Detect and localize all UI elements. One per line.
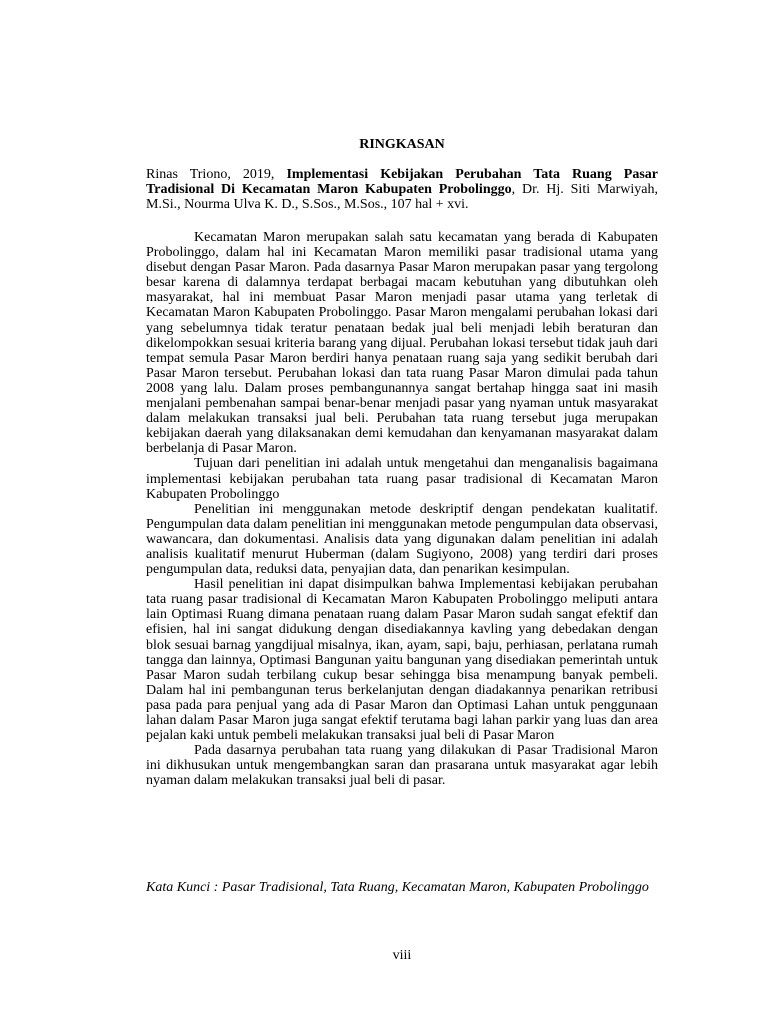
citation-author-year: Rinas Triono, 2019, [146,167,287,182]
keywords: Kata Kunci : Pasar Tradisional, Tata Ruang, Kecamatan Maron, Kabupaten Probolinggo [146,880,649,895]
abstract-body [146,230,658,788]
paragraph-conclusion: Pada dasarnya perubahan tata ruang yang dilakukan di Pasar Tradisional Maron ini dikhusukan untuk mengembangkan saran dan prasarana untuk masyarakat agar lebih nyaman dalam melakukan transaksi jual beli di pasar. [146,743,658,789]
citation-supervisors: , Dr. Hj. Siti Marwiyah, M.Si., Nourma Ulva K. D., S.Sos., M.Sos., 107 hal + xvi. [146,182,658,213]
citation-thesis-title: Implementasi Kebijakan Perubahan Tata Ruang Pasar Tradisional Di Kecamatan Maron Kabupaten Probolinggo [146,167,658,198]
paragraph-objective: Tujuan dari penelitian ini adalah untuk mengetahui dan menganalisis bagaimana implementasi kebijakan perubahan tata ruang pasar tradisional di Kecamatan Maron Kabupaten Probolinggo [146,456,658,502]
citation [146,167,658,213]
paragraph-results: Hasil penelitian ini dapat disimpulkan bahwa Implementasi kebijakan perubahan tata ruang pasar tradisional di Kecamatan Maron Kabupaten Probolinggo meliputi antara lain Optimasi Ruang dimana penataan ruang dalam Pasar Maron sudah sangat efektif dan efisien, hal ini sangat didukung dengan disediakannya kavling yang debedakan dengan blok sesuai barnag yangdijual misalnya, ikan, ayam, sapi, baju, perhiasan, perlatana rumah tangga dan lainnya, Optimasi Bangunan yaitu bangunan yang disediakan pemerintah untuk Pasar Maron sudah terbilang cukup besar sehingga bisa menampung banyak pembeli. Dalam hal ini pembangunan terus berkelanjutan dengan diadakannya penarikan retribusi pasa pada para penjual yang ada di Pasar Maron dan Optimasi Lahan untuk penggunaan lahan dalam Pasar Maron juga sangat efektif terutama bagi lahan parkir yang luas dan area pejalan kaki untuk pembeli melakukan transaksi jual beli di Pasar Maron [146,577,658,744]
page-number: viii [392,948,412,963]
page-title: RINGKASAN [359,137,445,152]
paragraph-background: Kecamatan Maron merupakan salah satu kecamatan yang berada di Kabupaten Probolinggo, dalam hal ini Kecamatan Maron memiliki pasar tradisional utama yang disebut dengan Pasar Maron. Pada dasarnya Pasar Maron merupakan pasar yang tergolong besar karena di dalamnya terdapat berbagai macam kebutuhan yang dibutuhkan oleh masyarakat, hal ini membuat Pasar Maron menjadi pasar utama yang terletak di Kecamatan Maron Kabupaten Probolinggo. Pasar Maron mengalami perubahan lokasi dari yang sebelumnya tidak teratur penataan bedak jual beli menjadi lebih beraturan dan dikelompokkan sesuai kriteria barang yang dijual. Perubahan lokasi tersebut tidak jauh dari tempat semula Pasar Maron berdiri hanya penataan ruang saja yang sedikit berubah dari Pasar Maron tersebut. Perubahan lokasi dan tata ruang Pasar Maron dimulai pada tahun 2008 yang lalu. Dalam proses pembangunannya sangat bertahap hingga saat ini masih menjalani pembenahan sampai benar-benar menjadi pasar yang nyaman untuk masyarakat dalam melakukan transaksi jual beli. Perubahan tata ruang tersebut juga merupakan kebijakan daerah yang dilaksanakan demi kemudahan dan kenyamanan masyarakat dalam berbelanja di Pasar Maron. [146,230,658,457]
document-page [146,0,658,1024]
paragraph-method: Penelitian ini menggunakan metode deskriptif dengan pendekatan kualitatif. Pengumpulan data dalam penelitian ini menggunakan metode pengumpulan data observasi, wawancara, dan dokumentasi. Analisis data yang digunakan dalam penelitian ini adalah analisis kualitatif menurut Huberman (dalam Sugiyono, 2008) yang terdiri dari proses pengumpulan data, reduksi data, penyajian data, dan penarikan kesimpulan. [146,501,658,578]
